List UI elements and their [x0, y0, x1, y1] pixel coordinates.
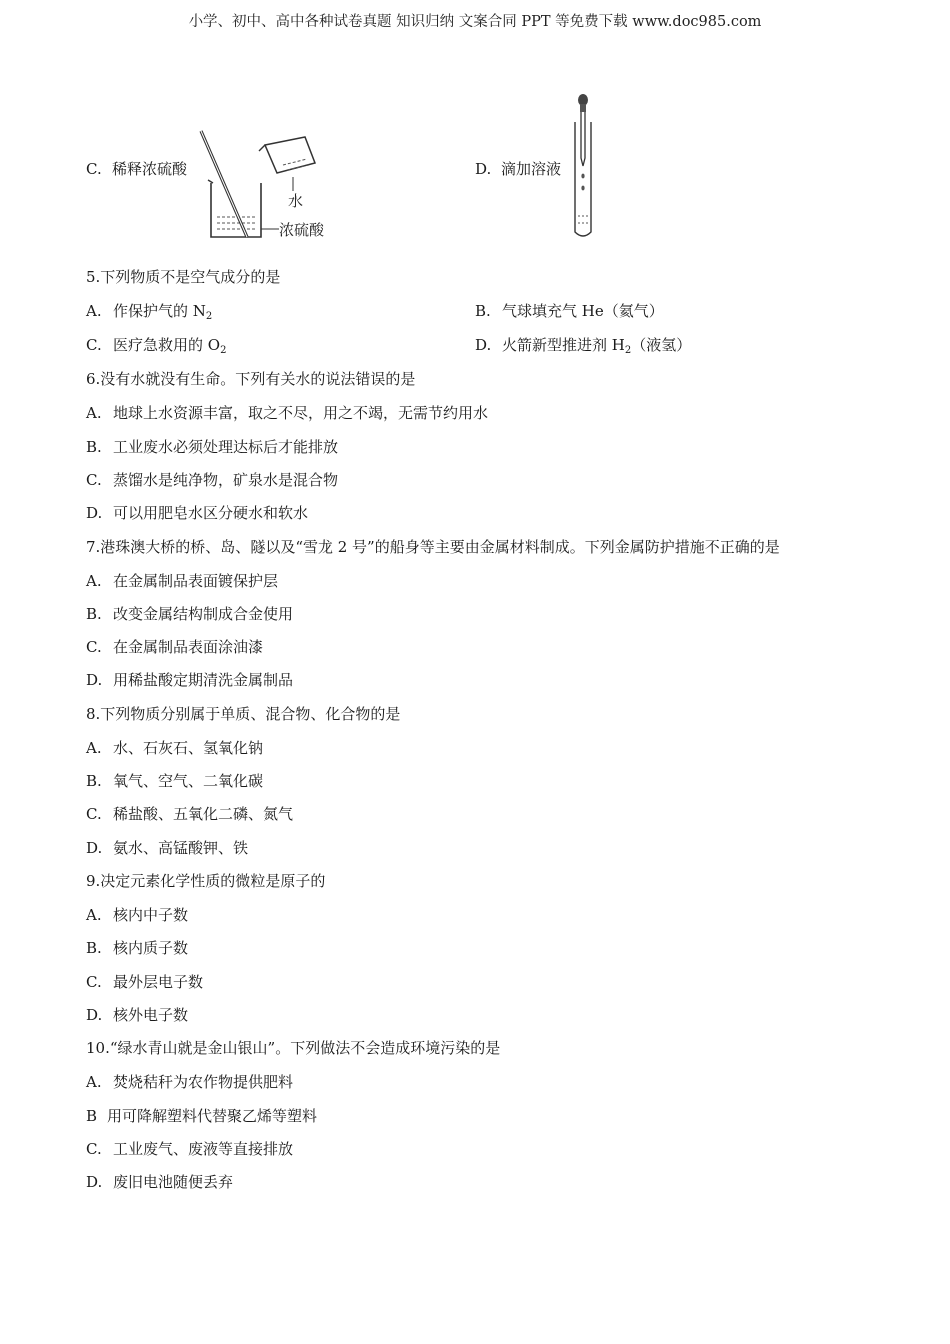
- option-text: 在金属制品表面镀保护层: [113, 572, 279, 590]
- option-letter: A.: [86, 739, 102, 757]
- option-text: 氨水、高锰酸钾、铁: [113, 839, 249, 857]
- q10-option-c: [86, 1138, 293, 1159]
- subscript: 2: [624, 345, 632, 356]
- q7-option-b: [86, 603, 293, 624]
- option-text: 水、石灰石、氢氧化钠: [113, 739, 264, 757]
- q8-option-b: [86, 770, 263, 791]
- q8-option-c: [86, 803, 293, 824]
- option-text: 核内中子数: [113, 906, 189, 924]
- q6-option-a: [86, 402, 488, 423]
- option-letter: D.: [86, 671, 103, 689]
- option-text: 核内质子数: [113, 939, 189, 957]
- option-text: 工业废水必须处理达标后才能排放: [113, 438, 339, 456]
- option-text: 稀释浓硫酸: [112, 160, 188, 178]
- q7-option-c: [86, 636, 263, 657]
- option-text: 可以用肥皂水区分硬水和软水: [113, 504, 309, 522]
- q8-option-d: [86, 837, 248, 858]
- option-text: 焚烧秸秆为农作物提供肥料: [113, 1073, 294, 1091]
- option-letter: C.: [86, 638, 102, 656]
- subscript: 2: [205, 311, 213, 322]
- option-letter: A.: [86, 404, 102, 422]
- option-letter: A.: [86, 572, 102, 590]
- option-text: 氧气、空气、二氧化碳: [113, 772, 264, 790]
- option-text: 核外电子数: [113, 1006, 189, 1024]
- option-letter: C.: [86, 1140, 102, 1158]
- option-letter: C.: [86, 805, 102, 823]
- q8-option-a: [86, 737, 263, 758]
- option-text: 气球填充气 He（氦气）: [502, 302, 664, 320]
- q9-option-d: [86, 1004, 188, 1025]
- q5-option-c: [86, 334, 226, 355]
- q7-option-a: [86, 570, 278, 591]
- option-letter: C.: [86, 336, 102, 354]
- dilution-illustration: [195, 125, 340, 245]
- water-label: 水: [288, 192, 304, 210]
- option-text: 蒸馏水是纯净物，矿泉水是混合物: [113, 471, 339, 489]
- option-letter: B.: [86, 438, 102, 456]
- q7-option-d: [86, 669, 293, 690]
- q7-stem: 7.港珠澳大桥的桥、岛、隧以及“雪龙 2 号”的船身等主要由金属材料制成。下列金属防护措施不正确的是: [86, 538, 780, 556]
- q5-stem: 5.下列物质不是空气成分的是: [86, 268, 281, 286]
- option-letter: D.: [475, 160, 492, 178]
- dropper-illustration: [568, 92, 598, 242]
- q9-stem: 9.决定元素化学性质的微粒是原子的: [86, 872, 326, 890]
- acid-label: 浓硫酸: [279, 221, 325, 239]
- option-text: 作保护气的 N: [113, 302, 206, 320]
- q6-option-c: [86, 469, 338, 490]
- option-text: 改变金属结构制成合金使用: [113, 605, 294, 623]
- option-text: 用可降解塑料代替聚乙烯等塑料: [107, 1107, 318, 1125]
- q9-option-a: [86, 904, 188, 925]
- option-letter: B.: [86, 772, 102, 790]
- q10-option-d: [86, 1171, 233, 1192]
- option-letter: C.: [86, 973, 102, 991]
- q6-stem: 6.没有水就没有生命。下列有关水的说法错误的是: [86, 370, 416, 388]
- subscript: 2: [220, 345, 227, 356]
- option-text: 地球上水资源丰富，取之不尽，用之不竭，无需节约用水: [113, 404, 489, 422]
- option-text: 滴加溶液: [501, 160, 562, 178]
- option-text: 医疗急救用的 O: [113, 336, 221, 354]
- q5-option-a: [86, 300, 212, 321]
- option-letter: A.: [86, 1073, 102, 1091]
- option-text: 在金属制品表面涂油漆: [113, 638, 264, 656]
- option-text: 稀盐酸、五氧化二磷、氮气: [113, 805, 294, 823]
- option-text: 用稀盐酸定期清洗金属制品: [113, 671, 294, 689]
- option-letter: B.: [86, 939, 102, 957]
- option-d-figure: [475, 158, 561, 179]
- option-letter: B.: [475, 302, 491, 320]
- option-letter: D.: [475, 336, 492, 354]
- option-text: 废旧电池随便丢弃: [113, 1173, 234, 1191]
- option-text: 最外层电子数: [113, 973, 204, 991]
- figure-options-row: [0, 90, 950, 250]
- q6-option-d: [86, 502, 308, 523]
- q10-option-b: [86, 1105, 317, 1126]
- q5-option-d: [475, 334, 691, 355]
- q9-option-c: [86, 971, 203, 992]
- option-letter: D.: [86, 839, 103, 857]
- option-text: 火箭新型推进剂 H: [502, 336, 625, 354]
- option-text-suffix: （液氢）: [631, 336, 692, 354]
- q5-option-b: [475, 300, 664, 321]
- option-letter: A.: [86, 906, 102, 924]
- option-letter: B: [86, 1107, 98, 1125]
- option-letter: B.: [86, 605, 102, 623]
- option-text: 工业废气、废液等直接排放: [113, 1140, 294, 1158]
- q6-option-b: [86, 436, 338, 457]
- q8-stem: 8.下列物质分别属于单质、混合物、化合物的是: [86, 705, 401, 723]
- page-header: 小学、初中、高中各种试卷真题 知识归纳 文案合同 PPT 等免费下载 www.doc985.com: [188, 14, 762, 30]
- option-letter: D.: [86, 1173, 103, 1191]
- option-c-figure: [86, 158, 187, 179]
- q10-stem: 10.“绿水青山就是金山银山”。下列做法不会造成环境污染的是: [86, 1039, 501, 1057]
- option-letter: D.: [86, 1006, 103, 1024]
- q10-option-a: [86, 1071, 293, 1092]
- option-letter: D.: [86, 504, 103, 522]
- option-letter: C.: [86, 160, 102, 178]
- q9-option-b: [86, 937, 188, 958]
- option-letter: A.: [86, 302, 102, 320]
- option-letter: C.: [86, 471, 102, 489]
